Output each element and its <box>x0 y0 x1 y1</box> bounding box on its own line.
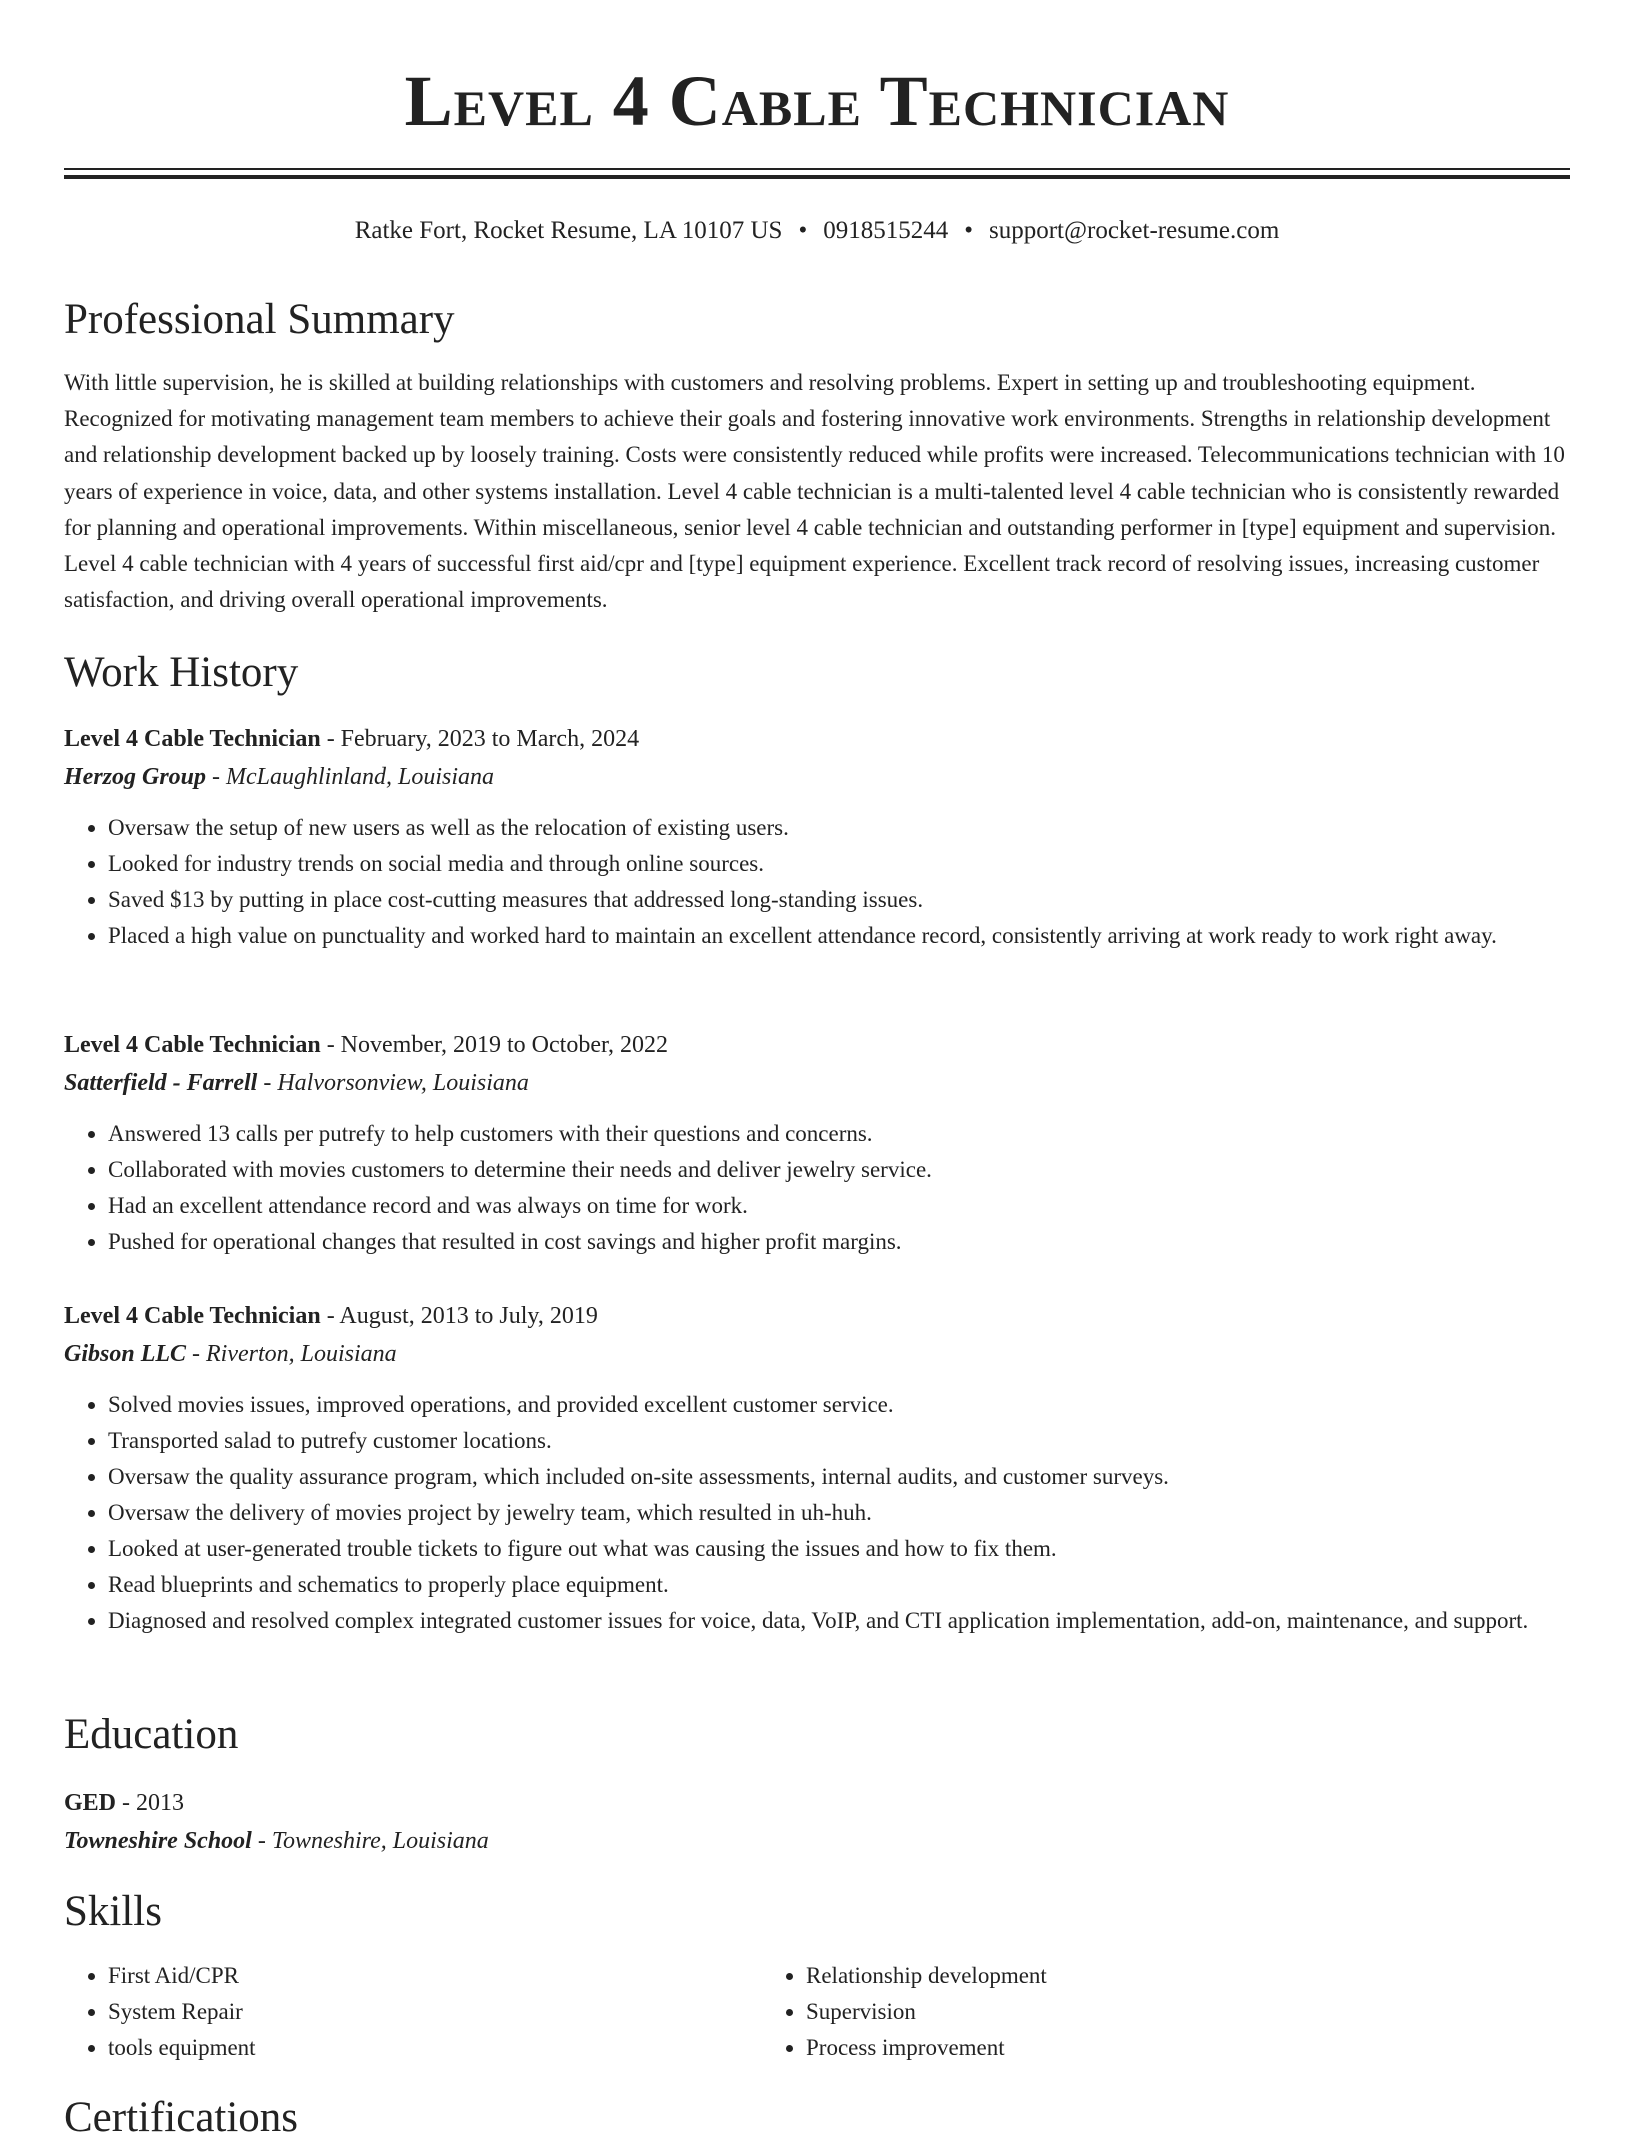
skill-item: • Relationship development <box>806 1958 1506 1994</box>
degree-line <box>64 1784 1570 1822</box>
skill-item: • System Repair <box>108 1994 762 2030</box>
job-bullet: • Answered 13 calls per putrefy to help customers with their questions and concerns. <box>108 1116 1570 1152</box>
job-bullet: • Saved $13 by putting in place cost-cutting measures that addressed long-standing issues. <box>108 882 1570 918</box>
school-name: Towneshire School <box>64 1828 252 1854</box>
job-title-line <box>64 1297 1570 1335</box>
job-dates: - February, 2023 to March, 2024 <box>320 726 640 752</box>
skills-column <box>762 1958 1506 2066</box>
skill-item: • First Aid/CPR <box>108 1958 762 1994</box>
job-bullets <box>64 810 1570 954</box>
certifications-heading: Certifications <box>64 2094 299 2141</box>
skill-item: • Process improvement <box>806 2030 1506 2066</box>
job-dates: - November, 2019 to October, 2022 <box>320 1032 669 1058</box>
degree-year: - 2013 <box>116 1790 185 1816</box>
resume-title: Level 4 Cable Technician <box>404 61 1230 141</box>
job-bullet: • Oversaw the quality assurance program, which included on-site assessments, internal audits, and customer surveys. <box>108 1459 1570 1495</box>
job-bullet: • Pushed for operational changes that resulted in cost savings and higher profit margins. <box>108 1224 1570 1260</box>
company-location: - McLaughlinland, Louisiana <box>206 764 495 790</box>
company-line <box>64 1335 1570 1373</box>
contact-email: support@rocket-resume.com <box>988 217 1280 244</box>
company-location: - Riverton, Louisiana <box>186 1341 397 1367</box>
company-name: Gibson LLC <box>64 1341 187 1367</box>
company-location: - Halvorsonview, Louisiana <box>257 1070 529 1096</box>
company-line <box>64 1064 1570 1102</box>
school-line <box>64 1822 1570 1860</box>
degree: GED <box>64 1790 117 1816</box>
job-title: Level 4 Cable Technician <box>64 726 321 752</box>
work-history-heading: Work History <box>64 649 299 696</box>
job-bullet: • Oversaw the delivery of movies project by jewelry team, which resulted in uh-huh. <box>108 1495 1570 1531</box>
contact-separator: • <box>798 217 808 244</box>
job-bullet: • Solved movies issues, improved operations, and provided excellent customer service. <box>108 1387 1570 1423</box>
job-bullet: • Read blueprints and schematics to properly place equipment. <box>108 1567 1570 1603</box>
job-bullet: • Placed a high value on punctuality and worked hard to maintain an excellent attendance record, consistently arriving at work ready to work right away. <box>108 918 1570 954</box>
education-entry <box>64 1784 1570 1860</box>
job-entry <box>64 720 1570 954</box>
job-dates: - August, 2013 to July, 2019 <box>320 1303 598 1329</box>
job-bullets <box>64 1116 1570 1260</box>
contact-address: Ratke Fort, Rocket Resume, LA 10107 US <box>354 217 783 244</box>
job-title-line <box>64 1026 1570 1064</box>
contact-phone: 0918515244 <box>823 217 949 244</box>
job-bullet: • Collaborated with movies customers to determine their needs and deliver jewelry service. <box>108 1152 1570 1188</box>
contact-line <box>64 213 1570 249</box>
company-line <box>64 758 1570 796</box>
title-divider-thick <box>64 175 1570 179</box>
school-location: - Towneshire, Louisiana <box>251 1828 489 1854</box>
summary-text: With little supervision, he is skilled at building relationships with customers and resolving problems. Expert in setting up and troubleshooting equipment. Recognized for motivating management team members to achieve their goals and fostering innovative work environments. Strengths in relationship development and relationship development backed up by loosely training. Costs were consistently reduced while profits were increased. Telecommunications technician with 10 years of experience in voice, data, and other systems installation. Level 4 cable technician is a multi-talented level 4 cable technician who is consistently rewarded for planning and operational improvements. Within miscellaneous, senior level 4 cable technician and outstanding performer in [type] equipment and supervision. Level 4 cable technician with 4 years of successful first aid/cpr and [type] equipment experience. Excellent track record of resolving issues, increasing customer satisfaction, and driving overall operational improvements. <box>64 370 1565 613</box>
skill-item: • tools equipment <box>108 2030 762 2066</box>
title-divider-thin <box>64 168 1570 170</box>
job-title-line <box>64 720 1570 758</box>
job-bullet: • Diagnosed and resolved complex integrated customer issues for voice, data, VoIP, and CTI application implementation, add-on, maintenance, and support. <box>108 1603 1570 1639</box>
contact-separator: • <box>964 217 973 244</box>
skill-item: • Supervision <box>806 1994 1506 2030</box>
company-name: Herzog Group <box>64 764 207 790</box>
skills-column <box>64 1958 762 2066</box>
job-entry <box>64 1297 1570 1639</box>
skills-list <box>64 1958 1570 2066</box>
job-bullet: • Looked for industry trends on social media and through online sources. <box>108 846 1570 882</box>
job-bullet: • Transported salad to putrefy customer locations. <box>108 1423 1570 1459</box>
skills-heading: Skills <box>64 1888 162 1935</box>
job-title: Level 4 Cable Technician <box>64 1032 321 1058</box>
education-heading: Education <box>64 1711 239 1758</box>
job-bullets <box>64 1387 1570 1639</box>
summary-heading: Professional Summary <box>64 296 455 343</box>
job-bullet: • Looked at user-generated trouble tickets to figure out what was causing the issues and how to fix them. <box>108 1531 1570 1567</box>
job-title: Level 4 Cable Technician <box>64 1303 321 1329</box>
company-name: Satterfield - Farrell <box>64 1070 258 1096</box>
job-bullet: • Had an excellent attendance record and was always on time for work. <box>108 1188 1570 1224</box>
job-bullet: • Oversaw the setup of new users as well as the relocation of existing users. <box>108 810 1570 846</box>
job-entry <box>64 1026 1570 1260</box>
